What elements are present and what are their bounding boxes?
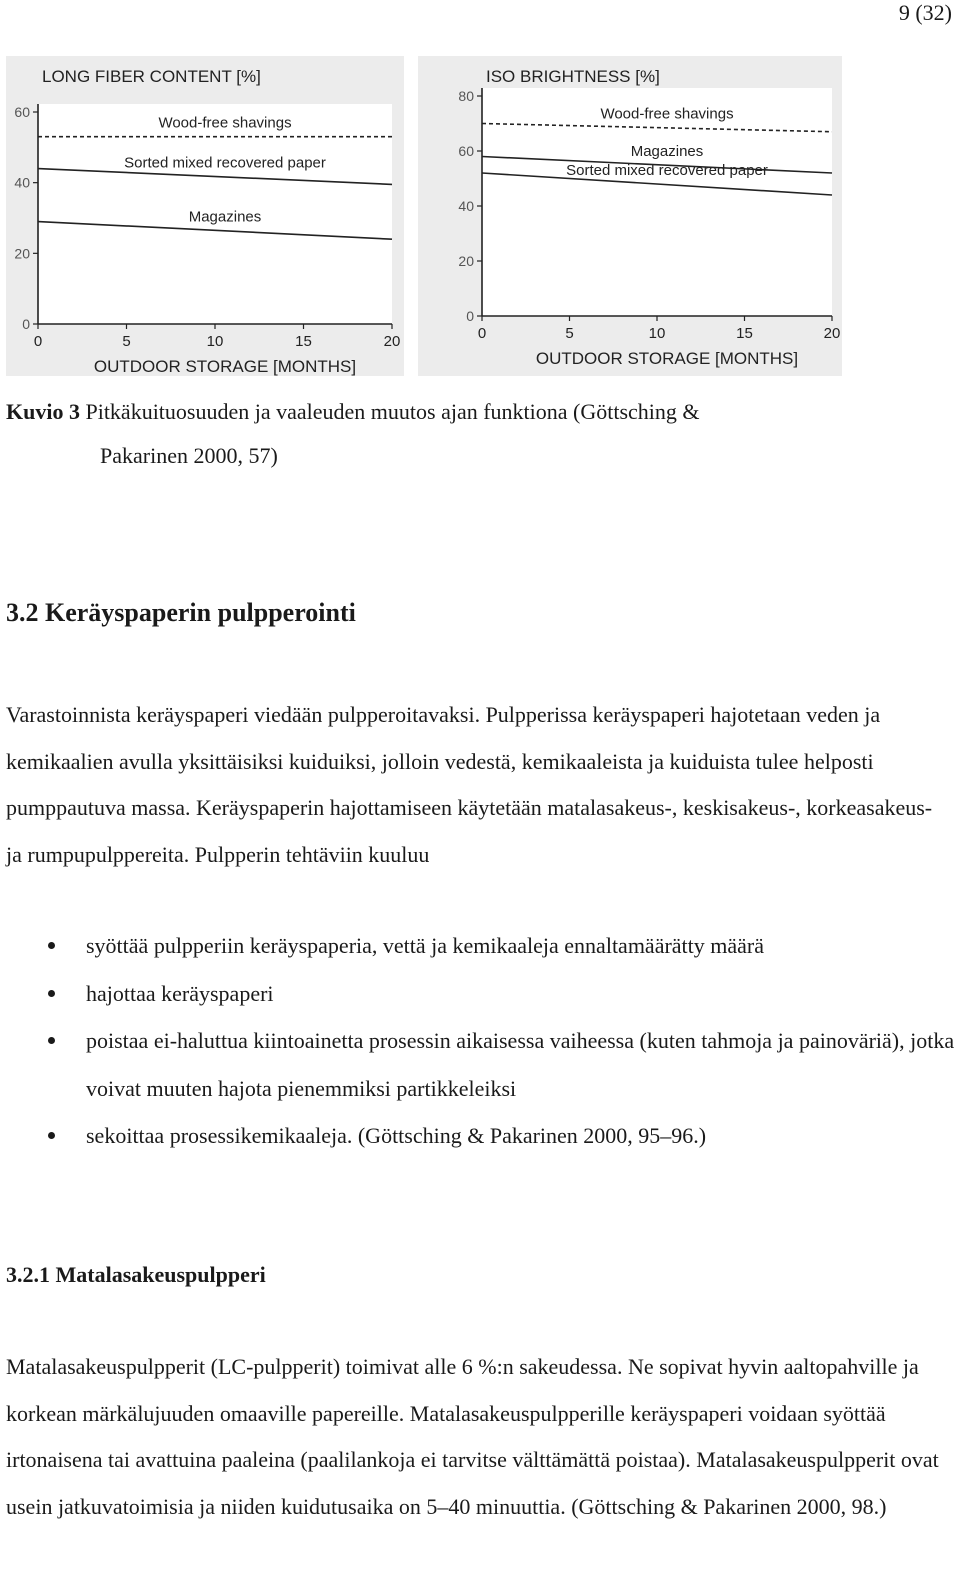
- x-axis-label: OUTDOOR STORAGE [MONTHS]: [535, 349, 799, 368]
- subsection-heading: 3.2.1 Matalasakeuspulpperi: [6, 1262, 266, 1287]
- chart-title: LONG FIBER CONTENT [%]: [42, 67, 261, 86]
- bullet-icon: [48, 1132, 55, 1139]
- body-paragraph: Matalasakeuspulpperit (LC-pulpperit) toimivat alle 6 %:n sakeudessa. Ne sopivat hyvin aaltopahville ja korkean märkälujuuden omaaville papereille. Matalasakeuspulpperille keräyspaperi voidaan syöttää irtonaisena tai avattuina paaleina (paalilankoja ei tarvitse välttämättä poistaa). Matalasakeuspulpperit ovat usein jatkuvatoimisia ja niiden kuidutusaika on 5–40 minuuttia. (Göttsching & Pakarinen 2000, 98.): [6, 1354, 939, 1519]
- y-tick-label: 60: [458, 143, 474, 159]
- series-label: Wood-free shavings: [600, 105, 734, 123]
- caption-label: Kuvio 3: [6, 399, 80, 424]
- figure-caption: [6, 390, 886, 478]
- x-tick-label: 0: [477, 325, 487, 342]
- bullet-icon: [48, 942, 55, 949]
- y-tick-label: 40: [14, 174, 30, 191]
- x-tick-label: 15: [736, 325, 753, 342]
- figure: [6, 56, 842, 376]
- x-tick-label: 10: [648, 325, 666, 342]
- bullet-icon: [48, 990, 55, 997]
- y-tick-label: 20: [458, 253, 474, 269]
- chart-title: ISO BRIGHTNESS [%]: [486, 67, 660, 86]
- page-number: 9 (32): [898, 0, 952, 25]
- chart-svg: [418, 56, 842, 376]
- list-item: [0, 922, 955, 970]
- series-label: Sorted mixed recovered paper: [566, 162, 768, 179]
- y-tick-label: 0: [466, 308, 474, 324]
- chart-iso-brightness: [418, 56, 842, 376]
- series-label: Magazines: [188, 208, 262, 226]
- caption-text: Pitkäkuituosuuden ja vaaleuden muutos ajan funktiona (Göttsching &: [79, 399, 700, 424]
- y-tick-label: 80: [458, 88, 474, 104]
- series-label: Sorted mixed recovered paper: [124, 154, 326, 172]
- x-tick-label: 10: [206, 333, 224, 350]
- series-label: Magazines: [630, 142, 704, 160]
- section-heading: 3.2 Keräyspaperin pulpperointi: [6, 598, 356, 627]
- list-item: [0, 1112, 955, 1160]
- body-paragraph: Varastoinnista keräyspaperi viedään pulpperoitavaksi. Pulpperissa keräyspaperi hajotetaan veden ja kemikaalien avulla yksittäisiksi kuiduiksi, jolloin vedestä, kemikaaleista ja kuiduista tulee helposti pumppautuva massa. Keräyspaperin hajottamiseen käytetään matalasakeus-, keskisakeus-, korkeasakeus- ja rumpupulppereita. Pulpperin tehtäviin kuuluu: [6, 702, 933, 867]
- y-tick-label: 40: [458, 198, 474, 214]
- bullet-list: [0, 922, 955, 1160]
- x-tick-label: 20: [383, 333, 401, 350]
- chart-svg: [6, 56, 404, 376]
- series-label: Wood-free shavings: [158, 114, 292, 132]
- bullet-icon: [48, 1037, 55, 1044]
- list-item: [0, 970, 955, 1018]
- x-tick-label: 5: [122, 333, 131, 350]
- list-item: [0, 1017, 955, 1112]
- x-axis-label: OUTDOOR STORAGE [MONTHS]: [93, 357, 357, 376]
- y-tick-label: 20: [14, 245, 30, 262]
- y-tick-label: 0: [22, 316, 30, 332]
- chart-long-fiber-content: [6, 56, 404, 376]
- x-tick-label: 15: [295, 333, 312, 350]
- caption-continuation: Pakarinen 2000, 57): [100, 443, 278, 468]
- list-item-text: hajottaa keräyspaperi: [86, 980, 274, 1006]
- list-item-text: poistaa ei-haluttua kiintoainetta prosessin aikaisessa vaiheessa (kuten tahmoja ja painoväriä), jotka voivat muuten hajota pienemmiksi partikkeleiksi: [86, 1028, 955, 1101]
- y-tick-label: 60: [14, 104, 30, 120]
- x-tick-label: 0: [33, 333, 43, 350]
- x-tick-label: 5: [565, 325, 574, 342]
- x-tick-label: 20: [823, 325, 841, 342]
- list-item-text: sekoittaa prosessikemikaaleja. (Göttsching & Pakarinen 2000, 95–96.): [86, 1123, 707, 1148]
- list-item-text: syöttää pulpperiin keräyspaperia, vettä ja kemikaaleja ennaltamäärätty määrä: [86, 933, 765, 958]
